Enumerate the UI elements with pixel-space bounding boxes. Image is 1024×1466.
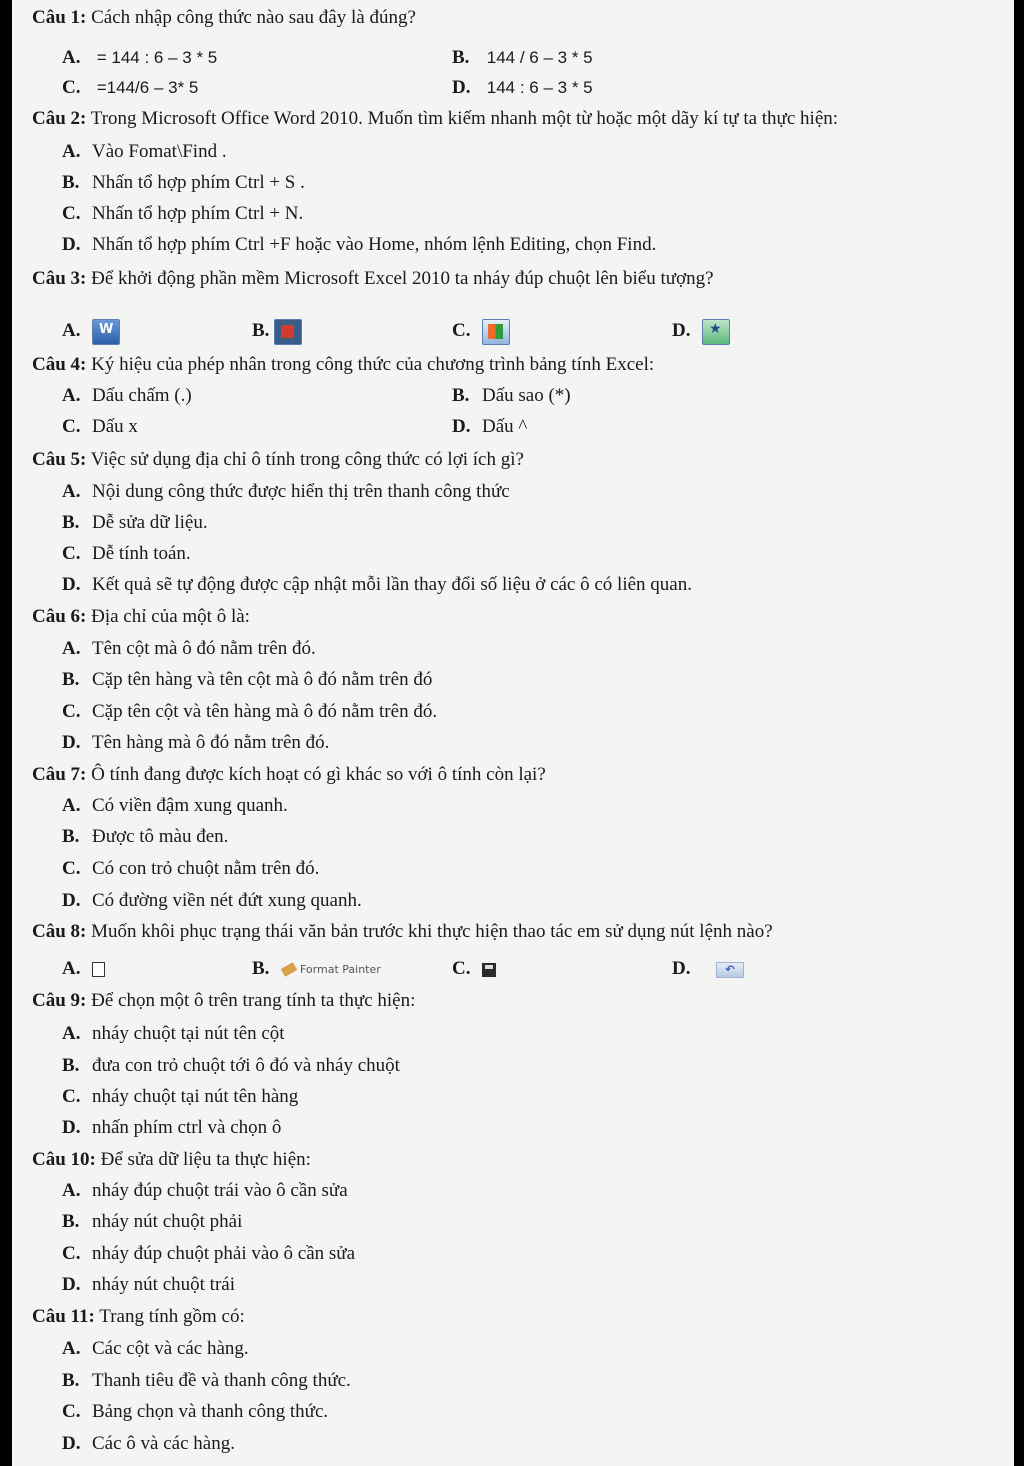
q6-option-a: A. Tên cột mà ô đó nằm trên đó. [62,638,316,659]
q2-option-d: D. Nhấn tổ hợp phím Ctrl +F hoặc vào Home, nhóm lệnh Editing, chọn Find. [62,234,657,255]
q10-option-d: D. nháy nút chuột trái [62,1274,235,1295]
q3-option-d: D.★ [672,316,730,346]
publisher-icon [702,319,730,345]
q8-option-c: C. [452,954,496,984]
question-8: Câu 8: Muốn khôi phục trạng thái văn bản trước khi thực hiện thao tác em sử dụng nút lệnh nào? [32,921,773,942]
q9-option-c: C. nháy chuột tại nút tên hàng [62,1086,299,1107]
q7-option-c: C. Có con trỏ chuột nằm trên đó. [62,858,320,879]
q3-option-b: B. [252,316,302,346]
q3-option-a: A.W [62,316,120,346]
q7-option-a: A. Có viền đậm xung quanh. [62,795,288,816]
q4-option-d: D. Dấu ^ [452,416,528,437]
q4-option-a: A. Dấu chấm (.) [62,385,192,406]
question-5: Câu 5: Việc sử dụng địa chỉ ô tính trong công thức có lợi ích gì? [32,449,524,470]
q10-option-b: B. nháy nút chuột phải [62,1211,243,1232]
question-7: Câu 7: Ô tính đang được kích hoạt có gì khác so với ô tính còn lại? [32,764,546,785]
excel-icon [482,319,510,345]
q1-option-b: B. 144 / 6 – 3 * 5 [452,47,593,68]
q3-option-c: C. [452,316,510,346]
q9-option-a: A. nháy chuột tại nút tên cột [62,1023,285,1044]
q1-option-d: D. 144 : 6 – 3 * 5 [452,77,593,98]
question-11: Câu 11: Trang tính gồm có: [32,1306,245,1327]
q7-option-b: B. Được tô màu đen. [62,826,229,847]
q5-option-b: B. Dễ sửa dữ liệu. [62,512,208,533]
q5-option-c: C. Dễ tính toán. [62,543,191,564]
undo-icon: ↶ [716,962,744,978]
question-10: Câu 10: Để sửa dữ liệu ta thực hiện: [32,1149,311,1170]
q5-option-d: D. Kết quả sẽ tự động được cập nhật mỗi lần thay đổi số liệu ở các ô có liên quan. [62,574,692,595]
q1-option-c: C. =144/6 – 3* 5 [62,77,199,98]
question-1: Câu 1: Cách nhập công thức nào sau đây là đúng? [32,7,416,28]
paintbrush-icon [281,962,298,977]
q9-option-b: B. đưa con trỏ chuột tới ô đó và nháy chuột [62,1055,400,1076]
word-icon [92,319,120,345]
format-painter-icon: Format Painter [282,963,381,976]
q2-option-c: C. Nhấn tổ hợp phím Ctrl + N. [62,203,304,224]
question-2: Câu 2: Trong Microsoft Office Word 2010. Muốn tìm kiếm nhanh một từ hoặc một dãy kí tự ta thực hiện: [32,108,839,129]
q11-option-d: D. Các ô và các hàng. [62,1433,235,1454]
new-document-icon [92,962,105,977]
q8-option-b: B. Format Painter [252,958,381,979]
worksheet-page [12,0,1014,1466]
question-4: Câu 4: Ký hiệu của phép nhân trong công thức của chương trình bảng tính Excel: [32,354,655,375]
q6-option-d: D. Tên hàng mà ô đó nằm trên đó. [62,732,330,753]
q6-option-c: C. Cặp tên cột và tên hàng mà ô đó nằm trên đó. [62,701,438,722]
q4-option-b: B. Dấu sao (*) [452,385,571,406]
question-3: Câu 3: Để khởi động phần mềm Microsoft Excel 2010 ta nháy đúp chuột lên biểu tượng? [32,268,714,289]
save-icon [482,963,496,977]
question-6: Câu 6: Địa chỉ của một ô là: [32,606,250,627]
q1-option-a: A. = 144 : 6 – 3 * 5 [62,47,218,68]
q11-option-b: B. Thanh tiêu đề và thanh công thức. [62,1370,351,1391]
q10-option-a: A. nháy đúp chuột trái vào ô cần sửa [62,1180,348,1201]
q4-option-c: C. Dấu x [62,416,138,437]
q2-option-a: A. Vào Fomat\Find . [62,141,227,162]
q8-option-d: D. ↶ [672,954,744,984]
q10-option-c: C. nháy đúp chuột phải vào ô cần sửa [62,1243,356,1264]
q6-option-b: B. Cặp tên hàng và tên cột mà ô đó nằm trên đó [62,669,433,690]
q11-option-c: C. Bảng chọn và thanh công thức. [62,1401,329,1422]
question-9: Câu 9: Để chọn một ô trên trang tính ta thực hiện: [32,990,416,1011]
q7-option-d: D. Có đường viền nét đứt xung quanh. [62,890,362,911]
q11-option-a: A. Các cột và các hàng. [62,1338,249,1359]
q8-option-a: A. [62,954,105,984]
q5-option-a: A. Nội dung công thức được hiển thị trên thanh công thức [62,481,510,502]
q9-option-d: D. nhấn phím ctrl và chọn ô [62,1117,282,1138]
powerpoint-icon [274,319,302,345]
q2-option-b: B. Nhấn tổ hợp phím Ctrl + S . [62,172,305,193]
